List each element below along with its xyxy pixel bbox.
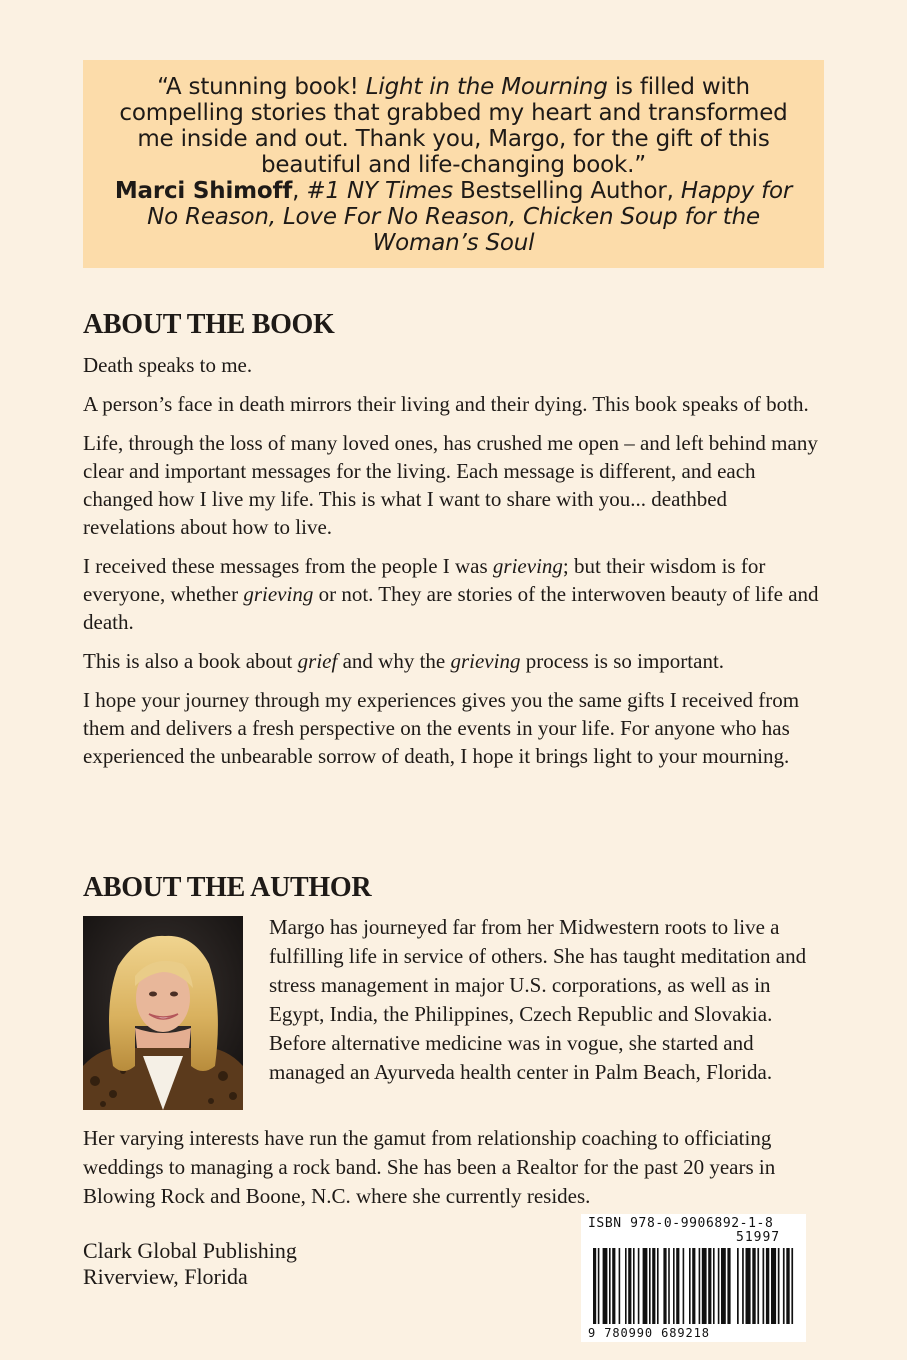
- barcode-bar: [757, 1248, 759, 1324]
- barcode-bar: [625, 1248, 627, 1324]
- barcode-bar: [673, 1248, 675, 1324]
- barcode-bar: [676, 1248, 679, 1324]
- barcode-bar: [708, 1248, 711, 1324]
- barcode-bars: [581, 1214, 806, 1342]
- barcode-bar: [652, 1248, 655, 1324]
- author-photo: [83, 916, 243, 1110]
- barcode-bar: [683, 1248, 685, 1324]
- barcode-bar: [737, 1248, 739, 1324]
- publisher-location: Riverview, Florida: [83, 1264, 248, 1289]
- paragraph: A person’s face in death mirrors their living and their dying. This book speaks of both.: [83, 392, 809, 416]
- barcode-bar: [649, 1248, 651, 1324]
- barcode-bar: [633, 1248, 635, 1324]
- endorser-name: Marci Shimoff: [114, 178, 293, 204]
- barcode-bar: [766, 1248, 769, 1324]
- book-title: Light in the Mourning: [365, 74, 608, 100]
- barcode-bar: [786, 1248, 789, 1324]
- author-bio-bottom: [83, 1124, 823, 1211]
- barcode-bar: [778, 1248, 780, 1324]
- barcode-bar: [771, 1248, 776, 1324]
- barcode-bar: [593, 1248, 596, 1324]
- barcode-bar: [609, 1248, 611, 1324]
- paragraph: I hope your journey through my experiences gives you the same gifts I received from them and delivers a fresh perspective on the events in your life. For anyone who has experienced the unbearable sorrow of death, I hope it brings light to your mourning.: [83, 688, 800, 768]
- endorser-books: Happy for No Reason, Love For No Reason, Chicken Soup for the Woman’s Soul: [147, 178, 793, 256]
- isbn-label: ISBN 978-0-9906892-1-8: [588, 1216, 774, 1231]
- barcode-bar: [663, 1248, 666, 1324]
- barcode-bar: [783, 1248, 785, 1324]
- barcode-bar: [598, 1248, 600, 1324]
- barcode-bar: [713, 1248, 715, 1324]
- paragraph: Life, through the loss of many loved ones, has crushed me open – and left behind many clear and important messages for the living. Each message is different, and each changed how I live my life. This is what I want to share with you... deathbed revelations about how to live.: [83, 431, 818, 539]
- endorsement-quote: “A stunning book! Light in the Mourning is filled with compelling stories that grabbed my heart and transformed me inside and out. Thank you, Margo, for the gift of this beautiful and life-changing book.”: [119, 74, 788, 178]
- author-portrait-image: [83, 916, 243, 1110]
- barcode-bar: [619, 1248, 621, 1324]
- barcode-bar: [692, 1248, 695, 1324]
- barcode-bar: [699, 1248, 701, 1324]
- barcode-bar: [702, 1248, 707, 1324]
- barcode-bar: [643, 1248, 648, 1324]
- barcode-bar: [721, 1248, 726, 1324]
- publisher-name: Clark Global Publishing: [83, 1238, 297, 1263]
- barcode-bar: [657, 1248, 659, 1324]
- author-bio-top: [269, 913, 829, 1087]
- barcode-bar: [689, 1248, 691, 1324]
- publisher-block: [83, 1238, 297, 1290]
- paragraph: I received these messages from the people I was grieving; but their wisdom is for everyone, whether grieving or not. They are stories of the interwoven beauty of life and death.: [83, 554, 819, 634]
- barcode-bar: [612, 1248, 615, 1324]
- barcode-bar: [603, 1248, 608, 1324]
- barcode-bar: [718, 1248, 720, 1324]
- barcode-bar: [628, 1248, 631, 1324]
- about-book-body: [83, 351, 823, 781]
- about-book-heading: ABOUT THE BOOK: [83, 309, 335, 340]
- paragraph: Margo has journeyed far from her Midwestern roots to live a fulfilling life in service of others. She has taught meditation and stress management in major U.S. corporations, as well as in Egypt, India, the Philippines, Czech Republic and Slovakia. Before alternative medicine was in vogue, she started and managed an Ayurveda health center in Palm Beach, Florida.: [269, 915, 807, 1084]
- endorsement-attribution: Marci Shimoff, #1 NY Times Bestselling Author, Happy for No Reason, Love For No Reason, Chicken Soup for the Woman’s Soul: [114, 178, 793, 256]
- isbn-barcode: [581, 1214, 806, 1342]
- barcode-bar: [752, 1248, 755, 1324]
- paragraph: Her varying interests have run the gamut from relationship coaching to officiating weddings to managing a rock band. She has been a Realtor for the past 20 years in Blowing Rock and Boone, N.C. where she currently resides.: [83, 1126, 776, 1208]
- about-author-heading: ABOUT THE AUTHOR: [83, 872, 372, 903]
- barcode-bar: [742, 1248, 744, 1324]
- endorsement-box: [83, 60, 824, 268]
- barcode-bar: [791, 1248, 793, 1324]
- barcode-bar: [727, 1248, 730, 1324]
- ean-digits: 9 780990 689218: [588, 1326, 710, 1340]
- barcode-bar: [763, 1248, 765, 1324]
- barcode-bar: [638, 1248, 640, 1324]
- paragraph: Death speaks to me.: [83, 353, 253, 377]
- paragraph: This is also a book about grief and why the grieving process is so important.: [83, 649, 725, 673]
- price-code: 51997: [736, 1230, 781, 1245]
- barcode-bar: [746, 1248, 751, 1324]
- barcode-bar: [668, 1248, 670, 1324]
